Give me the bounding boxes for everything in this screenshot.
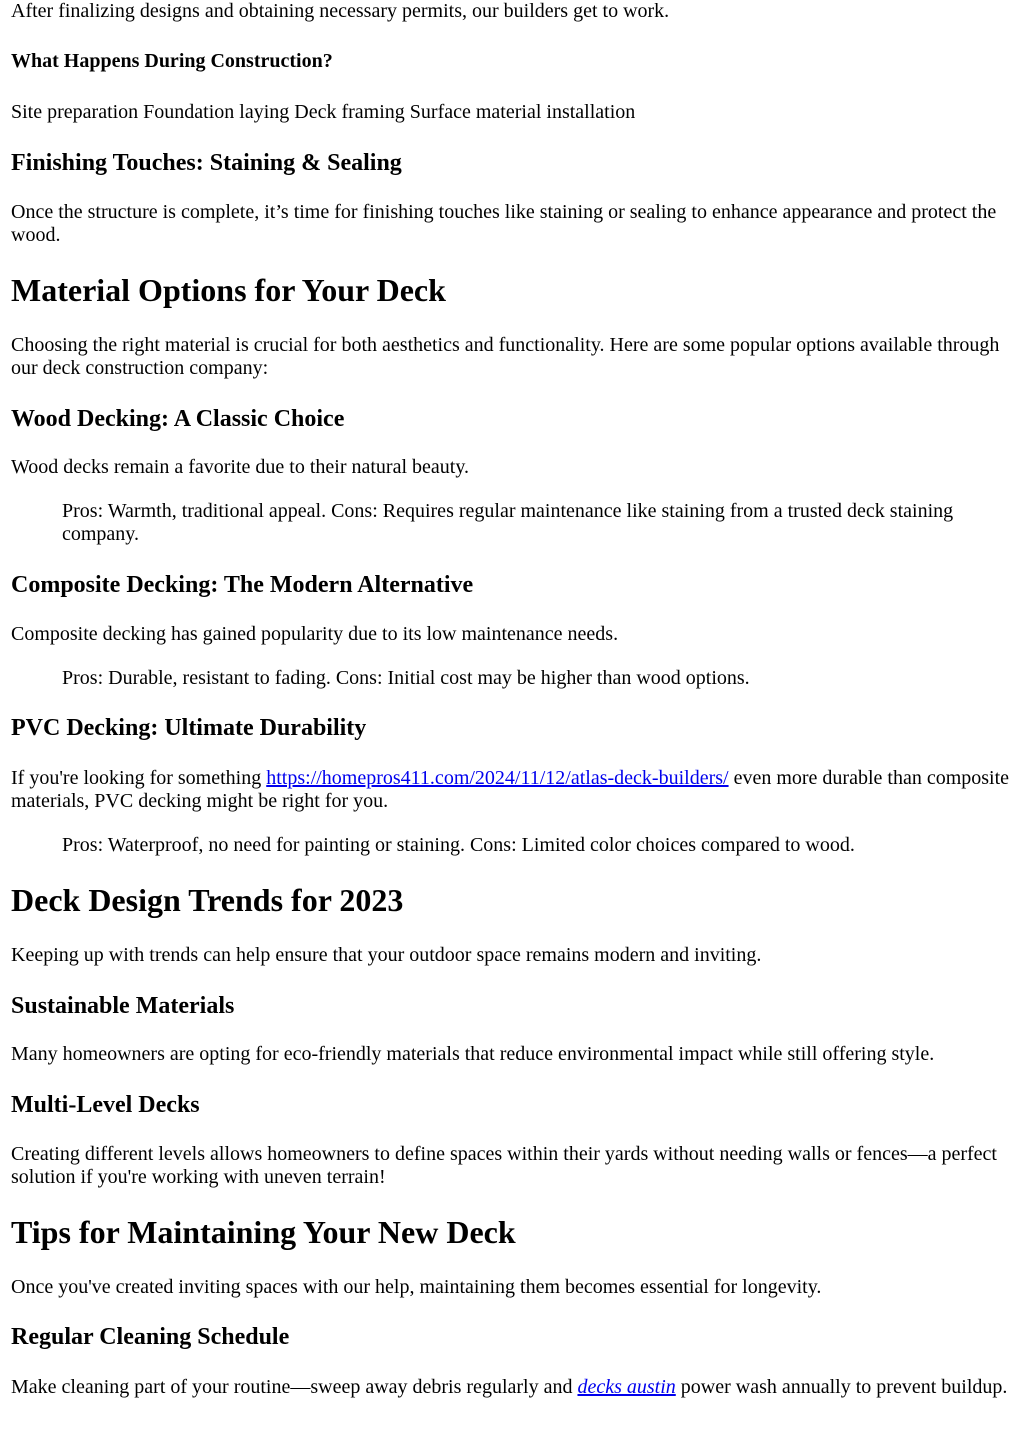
trends-intro-paragraph: Keeping up with trends can help ensure that your outdoor space remains modern and inviting.	[11, 944, 762, 966]
pvc-text-before: If you're looking for something	[11, 767, 267, 789]
cleaning-text-after: power wash annually to prevent buildup.	[675, 1376, 1008, 1398]
wood-pros-cons: Pros: Warmth, traditional appeal. Cons: Requires regular maintenance like staining from a trusted deck staining company.	[62, 500, 954, 545]
cleaning-text-before: Make cleaning part of your routine—sweep away debris regularly and	[11, 1376, 578, 1398]
construction-heading: What Happens During Construction?	[11, 50, 333, 72]
composite-decking-heading: Composite Decking: The Modern Alternative	[11, 572, 474, 598]
pvc-text-after: even more durable than composite materials, PVC decking might be right for you.	[11, 767, 1010, 812]
pvc-pros-cons: Pros: Waterproof, no need for painting or staining. Cons: Limited color choices compared to wood.	[62, 834, 855, 856]
finishing-heading: Finishing Touches: Staining & Sealing	[11, 150, 402, 176]
maintenance-intro-paragraph: Once you've created inviting spaces with our help, maintaining them becomes essential for longevity.	[11, 1276, 822, 1298]
composite-pros-cons: Pros: Durable, resistant to fading. Cons: Initial cost may be higher than wood options.	[62, 667, 750, 689]
cleaning-heading: Regular Cleaning Schedule	[11, 1324, 290, 1350]
decks-austin-link[interactable]: decks austin	[577, 1376, 676, 1398]
multilevel-heading: Multi-Level Decks	[11, 1092, 200, 1118]
finishing-paragraph: Once the structure is complete, it’s time for finishing touches like staining or sealing to enhance appearance and protect the wood.	[11, 201, 997, 246]
materials-heading: Material Options for Your Deck	[11, 272, 446, 308]
wood-decking-heading: Wood Decking: A Classic Choice	[11, 406, 345, 432]
pvc-decking-paragraph	[11, 767, 1011, 813]
multilevel-paragraph: Creating different levels allows homeowners to define spaces within their yards without needing walls or fences—a perfect solution if you're working with uneven terrain!	[11, 1143, 997, 1188]
trends-heading: Deck Design Trends for 2023	[11, 882, 404, 918]
pvc-decking-heading: PVC Decking: Ultimate Durability	[11, 715, 367, 741]
maintenance-heading: Tips for Maintaining Your New Deck	[11, 1214, 516, 1250]
materials-intro-paragraph: Choosing the right material is crucial for both aesthetics and functionality. Here are some popular options available through our deck construction company:	[11, 334, 1000, 379]
sustainable-heading: Sustainable Materials	[11, 993, 235, 1019]
cleaning-paragraph	[11, 1376, 1011, 1399]
construction-steps-paragraph: Site preparation Foundation laying Deck framing Surface material installation	[11, 101, 636, 123]
wood-decking-paragraph: Wood decks remain a favorite due to their natural beauty.	[11, 456, 470, 478]
sustainable-paragraph: Many homeowners are opting for eco-friendly materials that reduce environmental impact while still offering style.	[11, 1043, 935, 1065]
atlas-deck-builders-link[interactable]: https://homepros411.com/2024/11/12/atlas-deck-builders/	[266, 767, 729, 789]
intro-paragraph: After finalizing designs and obtaining necessary permits, our builders get to work.	[11, 0, 670, 22]
composite-decking-paragraph: Composite decking has gained popularity due to its low maintenance needs.	[11, 623, 619, 645]
